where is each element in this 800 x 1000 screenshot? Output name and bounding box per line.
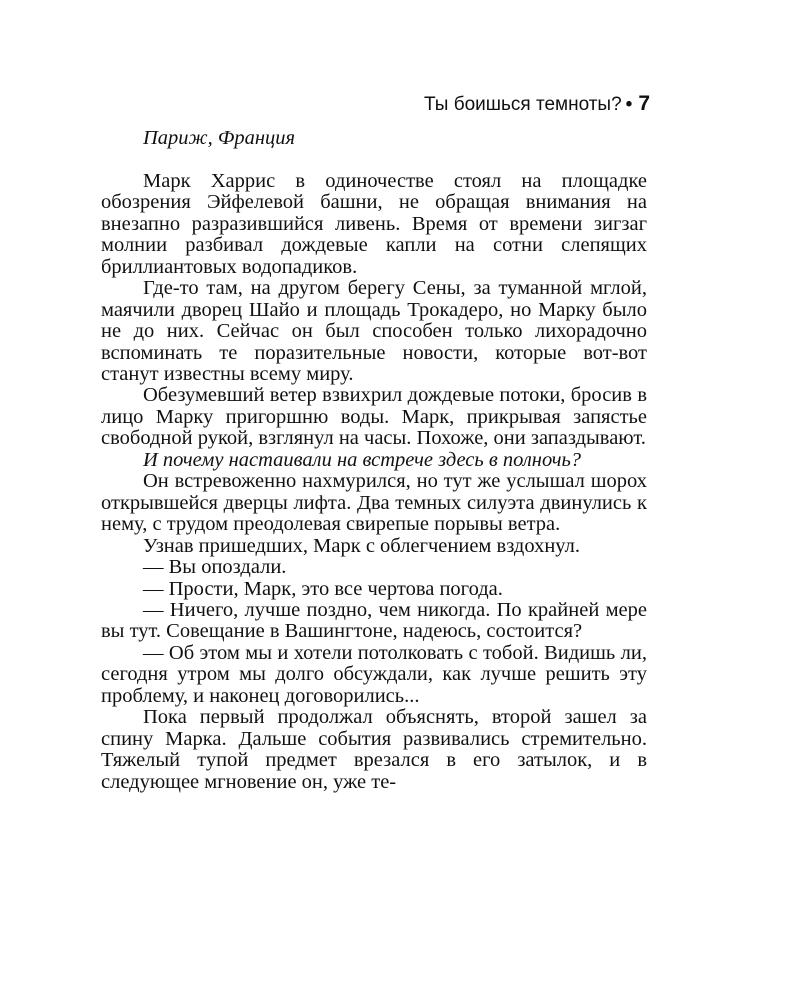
paragraph: Узнав пришедших, Марк с облегчением вздохнул. bbox=[143, 534, 581, 557]
body-text bbox=[101, 128, 647, 793]
location-heading: Париж, Франция bbox=[143, 127, 296, 149]
dialogue-line: — Вы опоздали. bbox=[143, 556, 287, 579]
dialogue-line: — Об этом мы и хотели потолковать с тобой. Видишь ли, сегодня утром мы долго обсуждали, как лучше решить эту проблему, и наконец договорились... bbox=[101, 641, 647, 707]
book-title: Ты боишься темноты? bbox=[423, 94, 622, 115]
paragraph: Пока первый продолжал объяснять, второй зашел за спину Марка. Дальше события развивались стремительно. Тяжелый тупой предмет врезался в его затылок, и в следующее мгновение он, уже те- bbox=[101, 706, 647, 793]
paragraph: Обезумевший ветер взвихрил дождевые потоки, бросив в лицо Марку пригоршню воды. Марк, прикрывая запястье свободной рукой, взглянул на часы. Похоже, они запаздывают. bbox=[101, 384, 647, 450]
dialogue-line: — Ничего, лучше поздно, чем никогда. По крайней мере вы тут. Совещание в Вашингтоне, надеюсь, состоится? bbox=[101, 598, 647, 643]
running-head bbox=[424, 92, 650, 117]
bullet-separator: • bbox=[625, 94, 633, 115]
paragraph: Где-то там, на другом берегу Сены, за туманной мглой, маячили дворец Шайо и площадь Трокадеро, но Марку было не до них. Сейчас он был способен только лихорадочно вспоминать те поразительные новости, которые вот-вот станут известны всему миру. bbox=[101, 277, 647, 385]
page-number: 7 bbox=[638, 92, 650, 115]
italic-thought: И почему настаивали на встрече здесь в полночь? bbox=[143, 448, 582, 471]
dialogue-line: — Прости, Марк, это все чертова погода. bbox=[143, 577, 503, 600]
paragraph: Марк Харрис в одиночестве стоял на площадке обозрения Эйфелевой башни, не обращая внимания на внезапно разразившийся ливень. Время от времени зигзаг молнии разбивал дождевые капли на сотни слепящих бриллиантовых водопадиков. bbox=[101, 169, 647, 278]
paragraph: Он встревоженно нахмурился, но тут же услышал шорох открывшейся дверцы лифта. Два темных силуэта двинулись к нему, с трудом преодолевая свирепые порывы ветра. bbox=[101, 470, 647, 536]
